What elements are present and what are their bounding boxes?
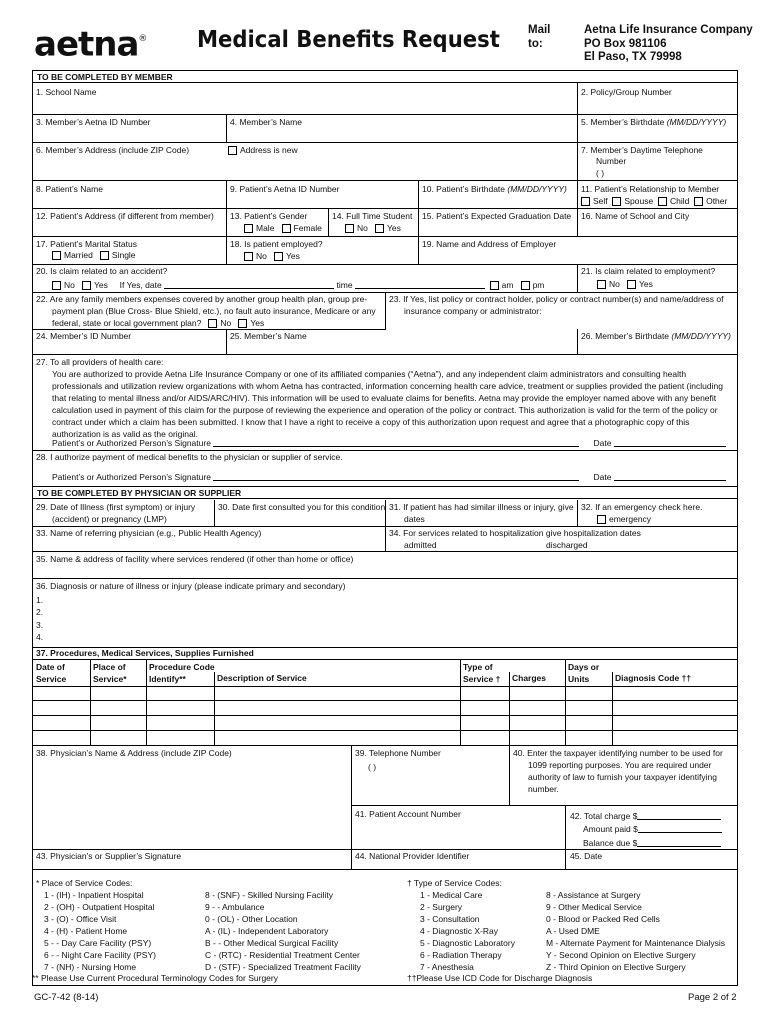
col-diagnosis-code: Diagnosis Code †† bbox=[615, 673, 692, 683]
self-checkbox[interactable] bbox=[581, 197, 590, 206]
table-row[interactable] bbox=[32, 700, 738, 715]
page-number: Page 2 of 2 bbox=[688, 992, 737, 1003]
aetna-logo: aetna® bbox=[34, 24, 147, 65]
relationship-options: Self Spouse Child Other bbox=[581, 196, 727, 207]
daytime-phone-field[interactable]: ( ) bbox=[596, 168, 605, 178]
employed-yes-checkbox[interactable] bbox=[274, 252, 283, 261]
graduation-date-field[interactable]: 15. Patient’s Expected Graduation Date bbox=[422, 211, 572, 221]
col-type-of-service: Type of Service † bbox=[463, 662, 501, 684]
accident-yes-checkbox[interactable] bbox=[82, 281, 91, 290]
member-id-number-field[interactable]: 24. Member’s ID Number bbox=[36, 331, 132, 341]
school-name-field[interactable]: 1. School Name bbox=[36, 87, 97, 97]
hospitalization-label: 34. For services related to hospitalization give hospitalization dates bbox=[389, 528, 641, 538]
employment-related-label: 21. Is claim related to employment? bbox=[581, 266, 716, 276]
daytime-phone-label-2: Number bbox=[596, 156, 627, 166]
member-address-field[interactable]: 6. Member’s Address (include ZIP Code) bbox=[36, 145, 190, 155]
member-name-field[interactable]: 4. Member’s Name bbox=[230, 117, 302, 127]
col-description: Description of Service bbox=[217, 673, 307, 683]
tos-codes-col2: 8 - Assistance at Surgery 9 - Other Medical Service 0 - Blood or Packed Red Cells A - Used DME M - Alternate Payment for Maintenance Dialysis Y - Second Opinion on Elective Surgery Z - Third Opinion on Elective Surgery bbox=[546, 890, 726, 972]
other-coverage-label-3: federal, state or local government plan? No Yes bbox=[52, 318, 265, 328]
physician-section-header: TO BE COMPLETED BY PHYSICIAN OR SUPPLIER bbox=[32, 486, 738, 499]
illness-date-label[interactable]: 29. Date of Illness (first symptom) or injury bbox=[36, 502, 196, 512]
icd-codes-note: ††Please Use ICD Code for Discharge Diagnosis bbox=[407, 973, 593, 983]
member-birthdate-field[interactable]: 5. Member’s Birthdate (MM/DD/YYYY) bbox=[581, 117, 727, 127]
form-id: GC-7-42 (8-14) bbox=[34, 992, 99, 1003]
emergency-label: 32. If an emergency check here. bbox=[581, 502, 703, 512]
authorization-text: You are authorized to provide Aetna Life Insurance Company or one of its affiliated companies (“Aetna”), and any independent claim administrators and consulting health professionals and utilization review organizations with whom Aetna has contracted, information concerning health care advice, treatment or supplies provided the patient (including that relating to mental illness and/or AIDS/ARC/HIV). This information will be used to evaluate claims for benefits. Aetna may provide the employer named above with any benefit calculation used in payment of this claim for the purpose of reviewing the experience and operation of the policy or contract. This authorization is valid for the term of the policy or contract under which a claim has been submitted. I know that I have a right to receive a copy of this authorization upon request and agree that a photographic copy of this authorization is as valid as the original. bbox=[52, 369, 723, 439]
patient-name-field[interactable]: 8. Patient’s Name bbox=[36, 184, 103, 194]
accident-date-field[interactable] bbox=[164, 279, 334, 289]
policy-holder-label-1: 23. If Yes, list policy or contract holder, policy or contract number(s) and name/address of bbox=[389, 294, 724, 304]
am-checkbox[interactable] bbox=[490, 281, 499, 290]
similar-illness-label[interactable]: 31. If patient has had similar illness or injury, give bbox=[389, 502, 574, 512]
employment-no-checkbox[interactable] bbox=[597, 280, 606, 289]
diagnosis-label: 36. Diagnosis or nature of illness or injury (please indicate primary and secondary) bbox=[36, 581, 346, 591]
gender-options: Male Female bbox=[244, 223, 322, 234]
signature-field-1[interactable] bbox=[213, 437, 579, 447]
marital-options: Married Single bbox=[52, 250, 136, 261]
col-charges: Charges bbox=[512, 673, 547, 683]
diagnosis-line-4[interactable]: 4. bbox=[36, 632, 44, 642]
married-checkbox[interactable] bbox=[52, 251, 61, 260]
student-yes-checkbox[interactable] bbox=[375, 224, 384, 233]
taxpayer-id-label-4: number. bbox=[528, 784, 559, 794]
accident-time-field[interactable] bbox=[355, 279, 485, 289]
child-checkbox[interactable] bbox=[658, 197, 667, 206]
date-field-2[interactable] bbox=[614, 471, 726, 481]
mail-to-label: Mail to: bbox=[528, 24, 551, 50]
col-days-units: Days or Units bbox=[568, 662, 600, 684]
amount-paid-row: Amount paid $ bbox=[583, 823, 722, 835]
mail-line-2: PO Box 981106 bbox=[584, 37, 667, 50]
policy-group-number-field[interactable]: 2. Policy/Group Number bbox=[581, 87, 672, 97]
date-field-45[interactable]: 45. Date bbox=[570, 851, 603, 861]
employment-yes-checkbox[interactable] bbox=[627, 280, 636, 289]
student-no-checkbox[interactable] bbox=[345, 224, 354, 233]
patient-address-field[interactable]: 12. Patient’s Address (if different from member) bbox=[36, 211, 214, 221]
total-charge-row: 42. Total charge $ bbox=[570, 810, 721, 822]
other-coverage-label-1: 22. Are any family members expenses covered by another group health plan, group pre- bbox=[36, 294, 368, 304]
tos-codes-title: † Type of Service Codes: bbox=[407, 878, 502, 888]
discharged-field[interactable]: discharged bbox=[546, 540, 588, 550]
member-aetna-id-field[interactable]: 3. Member’s Aetna ID Number bbox=[36, 117, 151, 127]
employed-no-checkbox[interactable] bbox=[244, 252, 253, 261]
employment-related-options: No Yes bbox=[597, 279, 653, 290]
npi-field[interactable]: 44. National Provider Identifier bbox=[355, 851, 470, 861]
patient-gender-label: 13. Patient’s Gender bbox=[230, 211, 308, 221]
col-place-of-service: Place of Service* bbox=[93, 662, 127, 684]
checkbox-icon[interactable] bbox=[228, 146, 237, 155]
illness-date-label-2: (accident) or pregnancy (LMP) bbox=[52, 514, 167, 524]
form-title: Medical Benefits Request bbox=[197, 27, 500, 53]
pm-checkbox[interactable] bbox=[521, 281, 530, 290]
pos-codes-col1: 1 - (IH) - Inpatient Hospital 2 - (OH) - Outpatient Hospital 3 - (O) - Office Visit 4 - (H) - Patient Home 5 - - Day Care Facility (PSY) 6 - - Night Care Facility (PSY) 7 - (NH) - Nursing Home bbox=[44, 890, 156, 972]
referring-physician-field[interactable]: 33. Name of referring physician (e.g., Public Health Agency) bbox=[36, 528, 262, 538]
authorization-title: 27. To all providers of health care: bbox=[36, 357, 164, 367]
employed-options: No Yes bbox=[244, 251, 300, 262]
coverage-no-checkbox[interactable] bbox=[208, 319, 217, 328]
diagnosis-line-2[interactable]: 2. bbox=[36, 607, 44, 617]
procedure-codes-note: ** Please Use Current Procedural Terminology Codes for Surgery bbox=[32, 973, 278, 983]
col-date-of-service: Date of Service bbox=[36, 662, 67, 684]
balance-due-field[interactable] bbox=[637, 837, 721, 847]
signature-field-2[interactable] bbox=[213, 471, 579, 481]
telephone-label: 39. Telephone Number bbox=[355, 748, 441, 758]
first-consulted-field[interactable]: 30. Date first consulted you for this condition bbox=[218, 502, 386, 512]
patient-account-number-field[interactable]: 41. Patient Account Number bbox=[355, 809, 461, 819]
taxpayer-id-label-1: 40. Enter the taxpayer identifying number to be used for bbox=[513, 748, 723, 758]
other-checkbox[interactable] bbox=[694, 197, 703, 206]
balance-due-row: Balance due $ bbox=[583, 837, 721, 849]
table-row[interactable] bbox=[32, 730, 738, 745]
member-birthdate-field-2[interactable]: 26. Member’s Birthdate (MM/DD/YYYY) bbox=[581, 331, 731, 341]
spouse-checkbox[interactable] bbox=[612, 197, 621, 206]
taxpayer-id-label-2: 1099 reporting purposes. You are required under bbox=[528, 760, 712, 770]
relationship-label: 11. Patient’s Relationship to Member bbox=[581, 184, 720, 194]
taxpayer-id-label-3: authority of law to furnish your taxpayer identifying bbox=[528, 772, 717, 782]
date-field-1[interactable] bbox=[614, 437, 726, 447]
telephone-field[interactable]: ( ) bbox=[368, 762, 377, 772]
coverage-yes-checkbox[interactable] bbox=[238, 319, 247, 328]
other-coverage-label-2: payment plan (Blue Cross- Blue Shield, etc.), no fault auto insurance, Medicare or any bbox=[52, 306, 376, 316]
diagnosis-line-3[interactable]: 3. bbox=[36, 620, 44, 630]
total-charge-field[interactable] bbox=[637, 810, 721, 820]
accident-label: 20. Is claim related to an accident? bbox=[36, 266, 168, 276]
full-time-student-label: 14. Full Time Student bbox=[332, 211, 413, 221]
emergency-checkbox-icon[interactable] bbox=[597, 515, 606, 524]
table-row[interactable] bbox=[32, 686, 738, 700]
single-checkbox[interactable] bbox=[100, 251, 109, 260]
male-checkbox[interactable] bbox=[244, 224, 253, 233]
patient-aetna-id-field[interactable]: 9. Patient’s Aetna ID Number bbox=[230, 184, 340, 194]
similar-illness-label-2: dates bbox=[404, 514, 425, 524]
amount-paid-field[interactable] bbox=[638, 823, 722, 833]
pos-codes-col2: 8 - (SNF) - Skilled Nursing Facility 9 - - Ambulance 0 - (OL) - Other Location A - (IL) - Independent Laboratory B - - Other Medical Surgical Facility C - (RTC) - Residential Treatment Center D - (STF) - Specialized Treatment Facility bbox=[205, 890, 361, 972]
accident-options: No Yes If Yes, date time am pm bbox=[52, 279, 544, 291]
mail-line-3: El Paso, TX 79998 bbox=[584, 51, 682, 63]
admitted-field[interactable]: admitted bbox=[404, 540, 437, 550]
student-options: No Yes bbox=[345, 223, 401, 234]
patient-birthdate-field[interactable]: 10. Patient’s Birthdate (MM/DD/YYYY) bbox=[422, 184, 567, 194]
physician-name-address-field[interactable]: 38. Physician’s Name & Address (include ZIP Code) bbox=[36, 748, 232, 758]
accident-no-checkbox[interactable] bbox=[52, 281, 61, 290]
school-city-field[interactable]: 16. Name of School and City bbox=[581, 211, 690, 221]
employer-field[interactable]: 19. Name and Address of Employer bbox=[422, 239, 557, 249]
pos-codes-title: * Place of Service Codes: bbox=[36, 878, 133, 888]
emergency-checkbox[interactable]: emergency bbox=[597, 514, 651, 525]
tos-codes-col1: 1 - Medical Care 2 - Surgery 3 - Consultation 4 - Diagnostic X-Ray 5 - Diagnostic Laboratory 6 - Radiation Therapy 7 - Anesthesia bbox=[420, 890, 515, 972]
marital-status-label: 17. Patient’s Marital Status bbox=[36, 239, 137, 249]
facility-field[interactable]: 35. Name & address of facility where services rendered (if other than home or office) bbox=[36, 554, 354, 564]
signature-row-2: Patient’s or Authorized Person’s Signature Date bbox=[52, 471, 726, 483]
mail-line-1: Aetna Life Insurance Company bbox=[584, 24, 753, 36]
member-name-field-2[interactable]: 25. Member’s Name bbox=[230, 331, 307, 341]
table-row[interactable] bbox=[32, 715, 738, 730]
patient-employed-label: 18. Is patient employed? bbox=[230, 239, 323, 249]
physician-signature-field[interactable]: 43. Physician’s or Supplier’s Signature bbox=[36, 851, 182, 861]
policy-holder-label-2: insurance company or administrator: bbox=[404, 306, 542, 316]
col-procedure-code: Procedure Code Identify** bbox=[149, 662, 215, 684]
female-checkbox[interactable] bbox=[282, 224, 291, 233]
member-section-header: TO BE COMPLETED BY MEMBER bbox=[32, 70, 738, 83]
address-new-checkbox[interactable]: Address is new bbox=[228, 145, 298, 156]
daytime-phone-label: 7. Member’s Daytime Telephone bbox=[581, 145, 703, 155]
diagnosis-line-1[interactable]: 1. bbox=[36, 595, 44, 605]
procedures-title: 37. Procedures, Medical Services, Supplies Furnished bbox=[36, 648, 254, 658]
signature-row-1: Patient’s or Authorized Person’s Signature Date bbox=[52, 437, 726, 449]
payment-authorization: 28. I authorize payment of medical benefits to the physician or supplier of service. bbox=[36, 452, 343, 462]
